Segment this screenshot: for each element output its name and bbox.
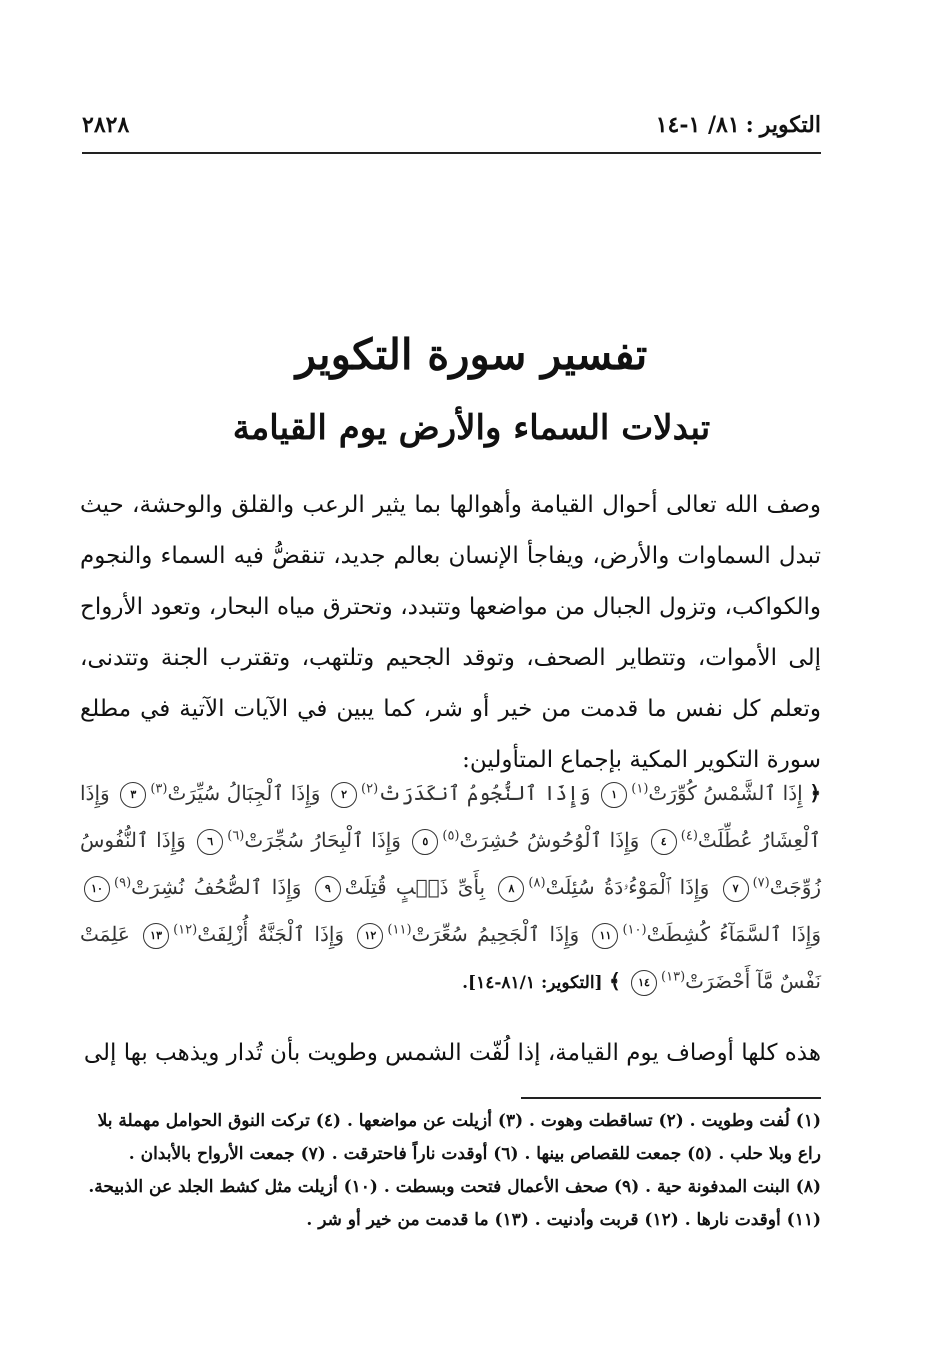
chapter-title: تفسير سورة التكوير bbox=[295, 330, 648, 379]
footnotes bbox=[80, 1105, 821, 1237]
quran-citation: [التكوير: ٨١/١-١٤]. bbox=[462, 973, 603, 993]
footnote-ref: (١٠) bbox=[622, 922, 647, 938]
verse-number-marker: ١٢ bbox=[357, 923, 383, 949]
quran-verse: وَإِذَا ٱلْجَنَّةُ أُزْلِفَتْ$^{(١٢)}$١٣ bbox=[139, 922, 344, 946]
footnote-ref: (٨) bbox=[528, 875, 546, 891]
verse-number-marker: ٢ bbox=[331, 782, 357, 808]
section-title: تبدلات السماء والأرض يوم القيامة bbox=[232, 408, 711, 448]
verse-number-marker: ١٤ bbox=[631, 970, 657, 996]
quran-verse: وَإِذَا ٱلْبِحَارُ سُجِّرَتْ$^{(٦)}$٦ bbox=[193, 828, 401, 852]
footnote-line: (٨) البنت المدفونة حية . (٩) صحف الأعمال فتحت وبسطت . (١٠) أزيلت مثل كشط الجلد عن الذبيحة. bbox=[88, 1177, 821, 1197]
verse-number-marker: ١٣ bbox=[143, 923, 169, 949]
running-header bbox=[82, 112, 821, 154]
verse-number-marker: ١١ bbox=[592, 923, 618, 949]
footnote-ref: (٢) bbox=[361, 781, 379, 797]
footnote-ref: (١٢) bbox=[173, 922, 198, 938]
header-colon: : bbox=[745, 112, 754, 138]
verse-number-marker: ٥ bbox=[412, 829, 438, 855]
verse-number-marker: ٦ bbox=[197, 829, 223, 855]
verse-number-marker: ١ bbox=[601, 782, 627, 808]
footnote-ref: (٤) bbox=[680, 828, 698, 844]
quran-verse: وَإِذَا ٱلْجَحِيمُ سُعِّرَتْ$^{(١١)}$١٢ bbox=[353, 922, 579, 946]
quran-verse: وَإِذَا ٱلْعِشَارُ عُطِّلَتْ$^{(٤)}$٤ bbox=[80, 781, 821, 852]
footnote-ref: (٥) bbox=[442, 828, 460, 844]
intro-paragraph: وصف الله تعالى أحوال القيامة وأهوالها بما يثير الرعب والقلق والوحشة، حيث تبدل السماوات والأرض، ويفاجأ الإنسان بعالم جديد، تنقضُّ فيه السماء والنجوم والكواكب، وتزول الجبال من مواضعها وتتبدد، وتحترق مياه البحار، وتعود الأرواح إلى الأموات، وتتطاير الصحف، وتوقد الجحيم وتلتهب، وتقترب الجنة وتتدنى، وتعلم كل نفس ما قدمت من خير أو شر، كما يبين في الآيات الآتية في مطلع سورة التكوير المكية بإجماع المتأولين: bbox=[80, 492, 821, 773]
quran-verses-block bbox=[80, 770, 821, 1007]
quran-verse: وَإِذَا ٱلنُّفُوسُ زُوِّجَتْ$^{(٧)}$٧ bbox=[80, 828, 821, 899]
quran-verse: وَإِذَا ٱلصُّحُفُ نُشِرَتْ$^{(٩)}$١٠ bbox=[80, 875, 301, 899]
verse-number-marker: ٧ bbox=[723, 876, 749, 902]
header-surah-reference bbox=[656, 112, 821, 138]
footnote-ref: (٩) bbox=[114, 875, 132, 891]
quran-open-bracket: ﴿ bbox=[809, 781, 822, 805]
verse-number-marker: ٩ bbox=[315, 876, 341, 902]
page-number: ٢٨٢٨ bbox=[82, 112, 130, 138]
footnote-ref: (٧) bbox=[752, 875, 770, 891]
footnote-ref: (٣) bbox=[150, 781, 168, 797]
footnote-line: (١١) أوقدت نارها . (١٢) قربت وأدنيت . (١٣) ما قدمت من خير أو شر . bbox=[306, 1210, 821, 1230]
verse-number-marker: ١٠ bbox=[84, 876, 110, 902]
quran-verse: وَإِذَا ٱلْجِبَالُ سُيِّرَتْ$^{(٣)}$٣ bbox=[116, 781, 320, 805]
footnote-ref: (١) bbox=[631, 781, 649, 797]
header-surah-name: التكوير bbox=[759, 112, 821, 138]
footnote-line: (١) لُفت وطويت . (٢) تساقطت وهوت . (٣) أزيلت عن مواضعها . (٤) تركت النوق الحوامل مهملة بلا راع وبلا حلب . (٥) جمعت للقصاص بينها . (٦) أوقدت ناراً فاحترقت . (٧) جمعت الأرواح بالأبدان . bbox=[97, 1111, 821, 1164]
footnote-ref: (١١) bbox=[387, 922, 412, 938]
verse-number-marker: ٤ bbox=[651, 829, 677, 855]
quran-verse: وَإِذَا ٱلنُّجُومُ ٱنكَدَرَتْ$^{(٢)}$٢ bbox=[327, 781, 591, 805]
quran-verse: وَإِذَا ٱلْمَوْءُۥدَةُ سُئِلَتْ$^{(٨)}$٨ bbox=[494, 875, 709, 899]
quran-verse: إِذَا ٱلشَّمْسُ كُوِّرَتْ$^{(١)}$١ bbox=[597, 781, 802, 805]
verse-number-marker: ٨ bbox=[498, 876, 524, 902]
footnote-ref: (١٣) bbox=[661, 969, 686, 985]
closing-paragraph: هذه كلها أوصاف يوم القيامة، إذا لُفّت الشمس وطويت بأن تُدار ويذهب بها إلى bbox=[83, 1040, 821, 1066]
footnote-ref: (٦) bbox=[227, 828, 245, 844]
quran-verse: وَإِذَا ٱلسَّمَآءُ كُشِطَتْ$^{(١٠)}$١١ bbox=[588, 922, 821, 946]
quran-verse: عَلِمَتْ نَفْسٌ مَّآ أَحْضَرَتْ$^{(١٣)}$١٤ bbox=[80, 922, 821, 993]
quran-verse: وَإِذَا ٱلْوُحُوشُ حُشِرَتْ$^{(٥)}$٥ bbox=[408, 828, 639, 852]
header-verses-range: ٨١/ ١-١٤ bbox=[655, 112, 740, 138]
verse-number-marker: ٣ bbox=[120, 782, 146, 808]
quran-close-bracket: ﴾ bbox=[608, 969, 621, 993]
footnote-divider bbox=[521, 1097, 821, 1099]
quran-verse: بِأَىِّ ذَنۢبٍ قُتِلَتْ٩ bbox=[311, 875, 485, 899]
